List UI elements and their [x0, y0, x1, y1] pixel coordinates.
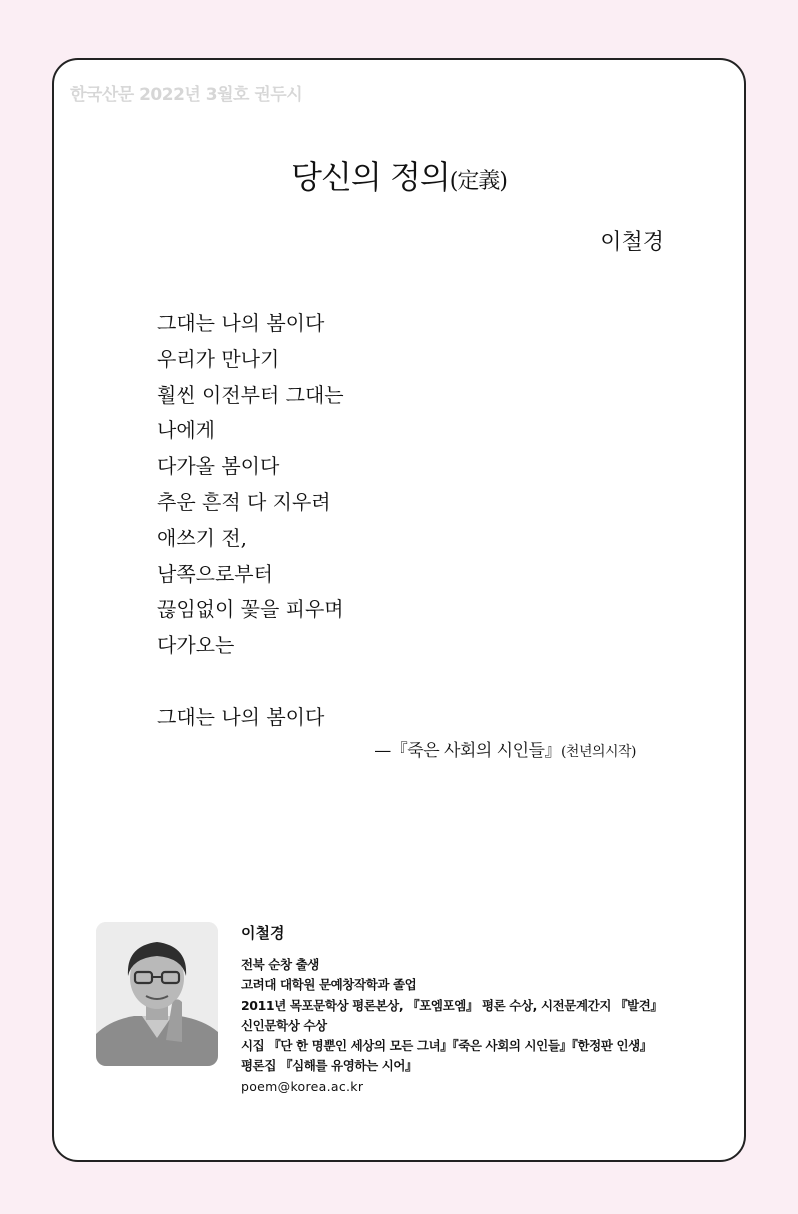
poem-line: 남쪽으로부터 [157, 561, 273, 586]
issue-header: 한국산문 2022년 3월호 권두시 [70, 85, 303, 105]
bio-email: poem@korea.ac.kr [241, 1078, 364, 1094]
poem-line: 그대는 나의 봄이다 [157, 311, 325, 335]
bio-line: 고려대 대학원 문예창작학과 졸업 [241, 977, 417, 993]
poem-line: 그대는 나의 봄이다 [157, 704, 325, 729]
author-bio [241, 922, 663, 1097]
bio-line: 평론집 『심해를 유영하는 시어』 [241, 1058, 418, 1074]
poem-line: 추운 흔적 다 지우려 [157, 489, 331, 514]
stanza-break [157, 664, 344, 700]
poem-line: 나에게 [157, 418, 215, 443]
author-photo [96, 922, 218, 1066]
source-publisher: (천년의시작) [560, 744, 636, 760]
poem-author: 이철경 [600, 230, 664, 255]
bio-line: 전북 순창 출생 [241, 957, 319, 972]
poem-line: 애쓰기 전, [157, 525, 247, 550]
bio-name: 이철경 [241, 924, 285, 942]
portrait-image [96, 922, 218, 1066]
page-card [52, 58, 746, 1162]
poem-title-text: 당신의 정의 [291, 158, 450, 196]
source-book: —『죽은 사회의 시인들』 [374, 741, 561, 761]
bio-line: 2011년 목포문학상 평론본상, 『포엠포엠』 평론 수상, 시전문계간지 『발견』 [241, 997, 663, 1013]
bio-line: 신인문학상 수상 [241, 1017, 327, 1033]
bio-line: 시집 『단 한 명뿐인 세상의 모든 그녀』『죽은 사회의 시인들』『한정판 인생』 [241, 1038, 652, 1054]
poem-title [54, 152, 744, 198]
poem-line: 우리가 만나기 [157, 346, 280, 371]
poem-line: 끊임없이 꽃을 피우며 [157, 597, 344, 622]
poem-line: 다가오는 [157, 633, 235, 658]
bio-details [241, 955, 663, 1077]
poem-body [157, 306, 344, 736]
poem-title-hanja: (定義) [449, 169, 507, 194]
poem-line: 훨씬 이전부터 그대는 [157, 382, 344, 407]
poem-line: 다가올 봄이다 [157, 454, 280, 479]
poem-source [374, 736, 636, 761]
